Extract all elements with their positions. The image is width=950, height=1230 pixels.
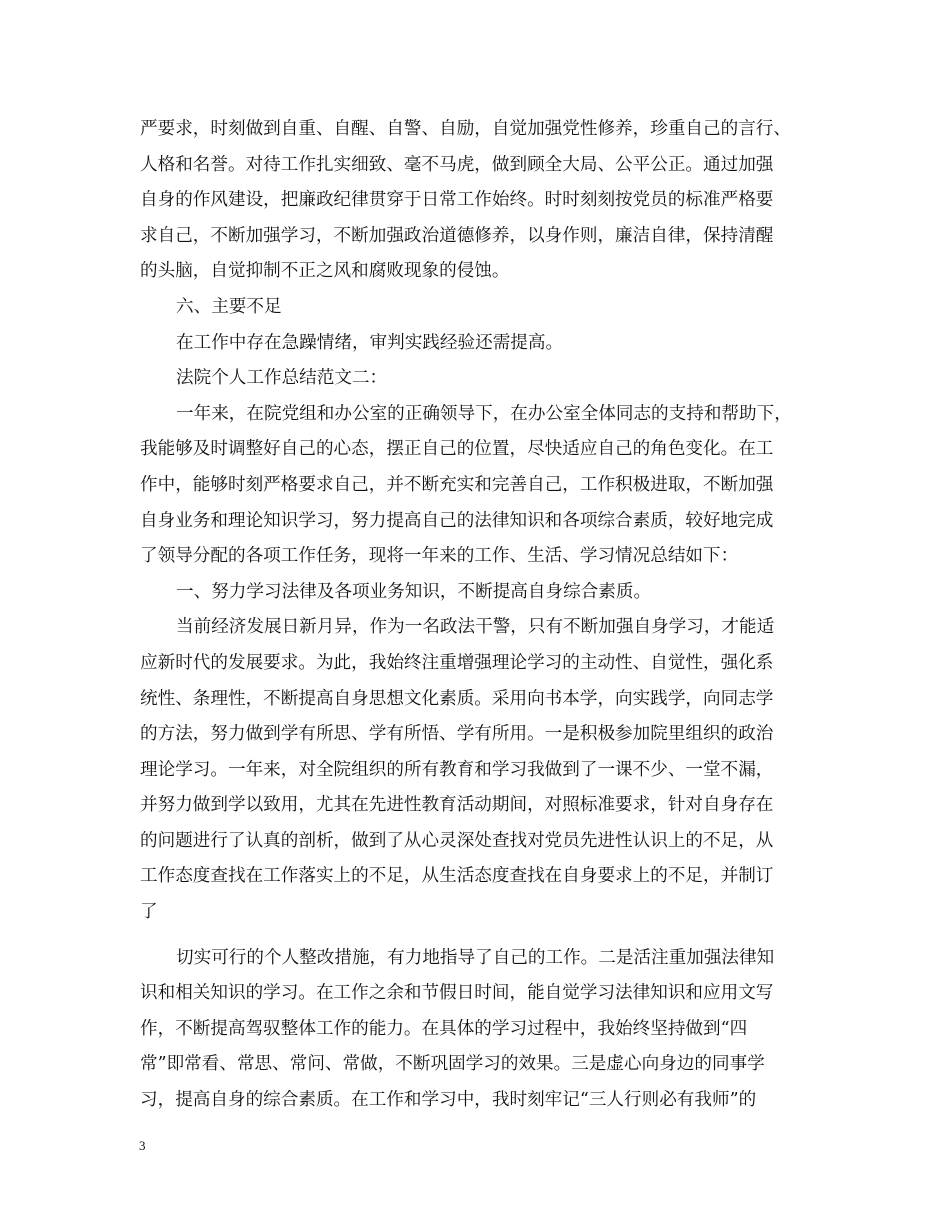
document-subtitle: 法院个人工作总结范文二：: [176, 368, 388, 389]
text-line: 切实可行的个人整改措施，有力地指导了自己的工作。二是活注重加强法律知: [176, 947, 775, 968]
text-line: 的问题进行了认真的剖析，做到了从心灵深处查找对党员先进性认识上的不足，从: [140, 830, 774, 851]
text-line: 工作态度查找在工作落实上的不足，从生活态度查找在自身要求上的不足，并制订: [140, 866, 774, 887]
section-heading: 六、主要不足: [176, 296, 282, 317]
text-line: 在工作中存在急躁情绪，审判实践经验还需提高。: [176, 332, 564, 353]
text-line: 求自己，不断加强学习，不断加强政治道德修养，以身作则，廉洁自律，保持清醒: [140, 225, 774, 246]
text-line: 了: [140, 902, 158, 923]
text-line: 识和相关知识的学习。在工作之余和节假日时间，能自觉学习法律知识和应用文写: [140, 983, 774, 1004]
text-line: 理论学习。一年来，对全院组织的所有教育和学习我做到了一课不少、一堂不漏，: [140, 759, 774, 780]
text-line: 了领导分配的各项工作任务，现将一年来的工作、生活、学习情况总结如下：: [140, 546, 739, 567]
text-line: 一年来，在院党组和办公室的正确领导下，在办公室全体同志的支持和帮助下，: [176, 403, 792, 424]
page-number: 3: [139, 1138, 146, 1153]
text-line: 统性、条理性，不断提高自身思想文化素质。采用向书本学，向实践学，向同志学: [140, 688, 774, 709]
text-line: 自身业务和理论知识学习，努力提高自己的法律知识和各项综合素质，较好地完成: [140, 510, 774, 531]
text-line: 自身的作风建设，把廉政纪律贯穿于日常工作始终。时时刻刻按党员的标准严格要: [140, 190, 774, 211]
text-line: 严要求，时刻做到自重、自醒、自警、自励，自觉加强党性修养，珍重自己的言行、: [140, 119, 791, 139]
text-line: 人格和名誉。对待工作扎实细致、毫不马虎，做到顾全大局、公平公正。通过加强: [140, 154, 774, 175]
text-line: 习，提高自身的综合素质。在工作和学习中，我时刻牢记“三人行则必有我师”的: [140, 1090, 757, 1111]
text-line: 作，不断提高驾驭整体工作的能力。在具体的学习过程中，我始终坚持做到“四: [140, 1018, 748, 1039]
text-line: 的头脑，自觉抑制不正之风和腐败现象的侵蚀。: [140, 261, 510, 282]
text-line: 当前经济发展日新月异，作为一名政法干警，只有不断加强自身学习，才能适: [176, 617, 775, 638]
text-line: 应新时代的发展要求。为此，我始终注重增强理论学习的主动性、自觉性，强化系: [140, 652, 774, 673]
text-line: 并努力做到学以致用，尤其在先进性教育活动期间，对照标准要求，针对自身存在: [140, 795, 774, 816]
text-line: 的方法，努力做到学有所思、学有所悟、学有所用。一是积极参加院里组织的政治: [140, 724, 774, 745]
text-line: 我能够及时调整好自己的心态，摆正自己的位置，尽快适应自己的角色变化。在工: [140, 439, 774, 460]
section-heading: 一、努力学习法律及各项业务知识，不断提高自身综合素质。: [176, 581, 652, 602]
text-line: 常”即常看、常思、常问、常做，不断巩固学习的效果。三是虚心向身边的同事学: [140, 1054, 765, 1075]
document-body: [140, 112, 816, 1119]
text-line: 作中，能够时刻严格要求自己，并不断充实和完善自己，工作积极进取，不断加强: [140, 474, 774, 495]
